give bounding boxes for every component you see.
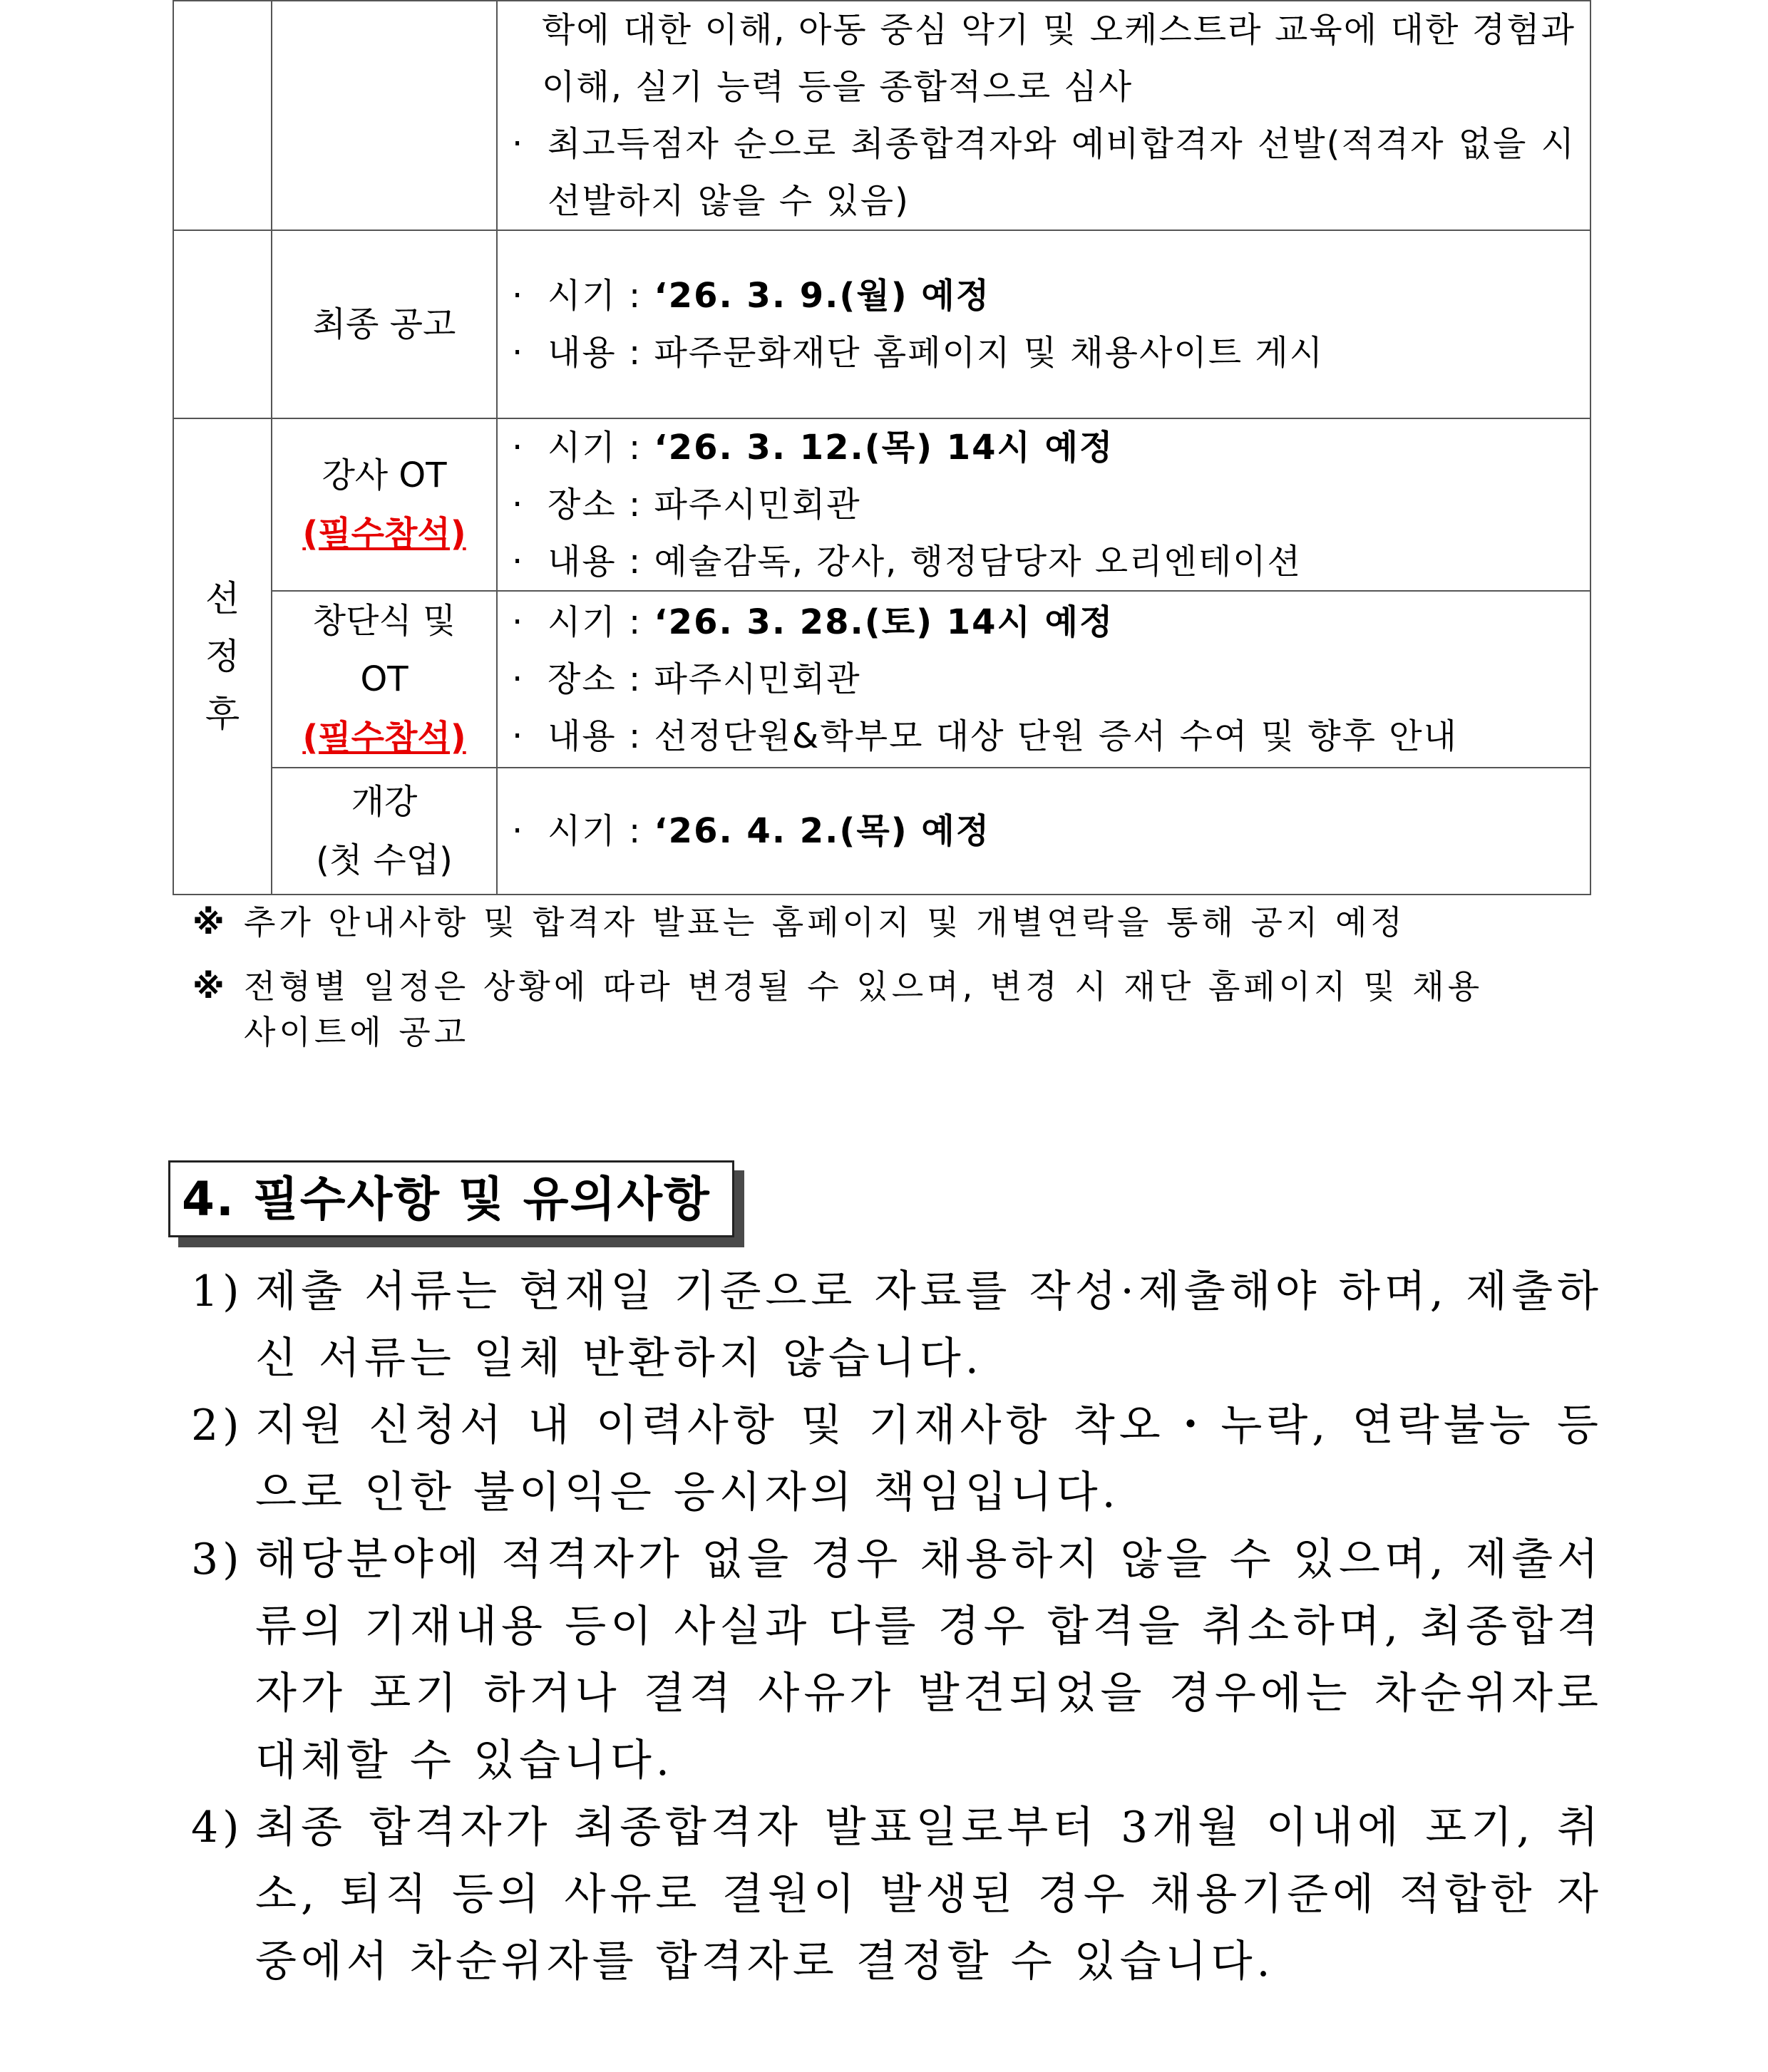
opening-label: 개강 (첫 수업) (272, 768, 497, 895)
section-heading-box (168, 1160, 734, 1237)
label-cell-empty (272, 1, 497, 230)
list-item-text: 지원 신청서 내 이력사항 및 기재사항 착오・누락, 연락불능 등으로 인한 불이익은 응시자의 책임입니다. (255, 1401, 1603, 1517)
review-criteria-text: 학에 대한 이해, 아동 중심 악기 및 오케스트라 교육에 대한 경험과 이해, 실기 능력 등을 종합적으로 심사 (542, 10, 1576, 107)
bullet-dot: · (512, 276, 525, 316)
list-item-number: 4) (191, 1803, 244, 1852)
bullet-dot: · (512, 659, 525, 699)
ceremony-place: · 장소 : 파주시민회관 (498, 651, 1590, 708)
reference-mark-icon: ※ (192, 903, 228, 942)
content-cell (497, 591, 1590, 768)
schedule-table (173, 0, 1591, 895)
bullet-dot: · (512, 333, 525, 373)
table-row-opening (173, 768, 1590, 895)
instructor-ot-label: 강사 OT (필수참석) (272, 418, 497, 591)
bullet-dot: · (512, 428, 525, 468)
list-item-number: 2) (191, 1401, 244, 1450)
reference-mark-icon: ※ (192, 967, 228, 1006)
final-notice-time: · 시기 : ‘26. 3. 9.(월) 예정 (498, 267, 1590, 324)
ceremony-time: · 시기 : ‘26. 3. 28.(토) 14시 예정 (498, 594, 1590, 651)
bullet-dot: · (512, 602, 525, 642)
list-item (191, 1794, 1603, 1995)
bullet-dot: · (512, 542, 525, 582)
content-cell (497, 1, 1590, 230)
ot-content: · 내용 : 예술감독, 강사, 행정담당자 오리엔테이션 (498, 533, 1590, 590)
review-selection-text: · 최고득점자 순으로 최종합격자와 예비합격자 선발(적격자 없을 시 선발하지 않을 수 있음) (498, 115, 1590, 230)
after-selection-label: 선 정 후 (173, 418, 272, 895)
required-attendance-badge: (필수참석) (302, 514, 466, 554)
final-notice-content: · 내용 : 파주문화재단 홈페이지 및 채용사이트 게시 (498, 324, 1590, 381)
opening-time: · 시기 : ‘26. 4. 2.(목) 예정 (498, 803, 1590, 860)
ceremony-label: 창단식 및 OT (필수참석) (272, 591, 497, 768)
list-item-text: 해당분야에 적격자가 없을 경우 채용하지 않을 수 있으며, 제출서류의 기재내용 등이 사실과 다를 경우 합격을 취소하며, 최종합격자가 포기 하거나 결격 사유가 발견되었을 경우에는 차순위자로 대체할 수 있습니다. (255, 1535, 1603, 1785)
table-row-final-notice (173, 230, 1590, 418)
list-item (191, 1526, 1603, 1794)
note-schedule-change: ※ 전형별 일정은 상황에 따라 변경될 수 있으며, 변경 시 재단 홈페이지 및 채용사이트에 공고 (192, 964, 1513, 1055)
ceremony-content: · 내용 : 선정단원&학부모 대상 단원 증서 수여 및 향후 안내 (498, 708, 1590, 765)
note-announcement: ※ 추가 안내사항 및 합격자 발표는 홈페이지 및 개별연락을 통해 공지 예정 (192, 900, 1634, 945)
table-row-instructor-ot (173, 418, 1590, 591)
table-row-ceremony (173, 591, 1590, 768)
stage-cell-empty (173, 1, 272, 230)
ot-place: · 장소 : 파주시민회관 (498, 476, 1590, 533)
section-title: 4. 필수사항 및 유의사항 (182, 1172, 711, 1227)
content-cell (497, 230, 1590, 418)
bullet-dot: · (512, 485, 525, 525)
list-item-text: 제출 서류는 현재일 기준으로 자료를 작성·제출해야 하며, 제출하신 서류는 일체 반환하지 않습니다. (255, 1267, 1603, 1383)
list-item-text: 최종 합격자가 최종합격자 발표일로부터 3개월 이내에 포기, 취소, 퇴직 등의 사유로 결원이 발생된 경우 채용기준에 적합한 자 중에서 차순위자를 합격자로 결정할 수 있습니다. (255, 1803, 1603, 1986)
bullet-dot: · (512, 716, 525, 756)
content-cell (497, 768, 1590, 895)
notice-list (191, 1258, 1603, 1995)
list-item-number: 1) (191, 1267, 244, 1316)
bullet-dot: · (512, 811, 525, 851)
list-item (191, 1258, 1603, 1392)
final-notice-label: 최종 공고 (272, 230, 497, 418)
bullet-dot: · (512, 124, 525, 164)
stage-cell-empty (173, 230, 272, 418)
content-cell (497, 418, 1590, 591)
required-attendance-badge: (필수참석) (302, 718, 466, 758)
list-item (191, 1392, 1603, 1526)
ot-time: · 시기 : ‘26. 3. 12.(목) 14시 예정 (498, 419, 1590, 476)
table-row-review-continued (173, 1, 1590, 230)
list-item-number: 3) (191, 1535, 244, 1584)
